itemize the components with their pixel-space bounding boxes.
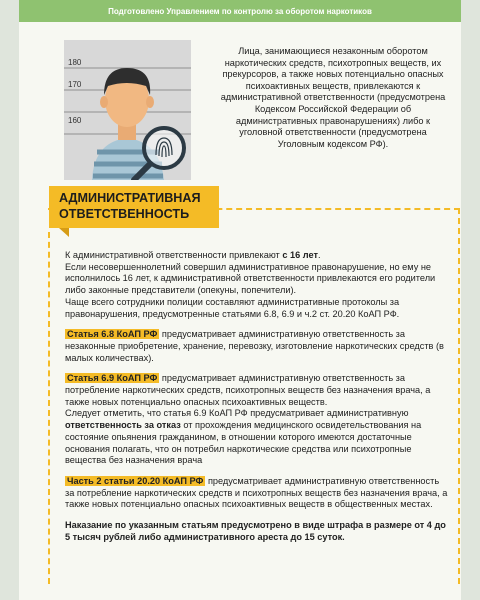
minor-paragraph: Если несовершеннолетний совершил административное правонарушение, но ему не исполнилось 16 лет, к административной ответственности привлекаются его родители либо законные представители (опекуны, попечители). (65, 261, 436, 296)
article-20-20-paragraph (65, 476, 449, 511)
section-title (59, 190, 229, 222)
age-text: К административной ответственности привлекают (65, 250, 283, 260)
refusal-note-start: Следует отметить, что статья 6.9 КоАП РФ предусматривает административную (65, 408, 409, 419)
article-20-20-text: предусматривает административную ответственность за потребление наркотических средств и психотропных веществ без назначения врача, а также новых потенциально опасных психоактивных веществ в общественных местах. (65, 475, 448, 510)
section-content (65, 250, 449, 543)
police-paragraph: Чаще всего сотрудники полиции составляют административные протоколы за правонарушения, предусмотренные статьями 6.8, 6.9 и ч.2 ст. 20.20 КоАП РФ. (65, 296, 400, 319)
article-6-9-paragraph (65, 373, 449, 408)
section-title-line1: АДМИНИСТРАТИВНАЯ (59, 191, 201, 205)
age-end: . (317, 250, 321, 260)
leaflet-page (19, 0, 461, 600)
article-6-8-paragraph (65, 329, 449, 364)
height-mark-180: 180 (68, 58, 82, 67)
article-6-8-tag: Статья 6.8 КоАП РФ (67, 329, 158, 340)
age-highlight: с 16 лет (282, 250, 318, 260)
age-paragraph (65, 250, 449, 262)
section-frame-left (48, 232, 50, 584)
refusal-note-end: от прохождения медицинского освидетельствования на состояние опьянения гражданином, в отношении которого имеются достаточные основания полагать, что он потребил наркотические средства или психотропные вещества без назначения врача (65, 420, 422, 466)
mugshot-illustration (64, 40, 191, 180)
height-mark-160: 160 (68, 116, 82, 125)
refusal-note-paragraph (65, 408, 449, 467)
height-mark-170: 170 (68, 80, 82, 89)
intro-text: Лица, занимающиеся незаконным оборотом наркотических средств, психотропных веществ, их прекурсоров, а также новых потенциально опасных психоактивных веществ, привлекаются к административной ответственности (предусмотрена Кодексом Российской Федерации об административных правонарушениях) либо к уголовной ответственности (предусмотрена Уголовным кодексом РФ). (220, 46, 446, 149)
article-6-9-tag: Статья 6.9 КоАП РФ (67, 373, 158, 384)
section-title-line2: ОТВЕТСТВЕННОСТЬ (59, 207, 190, 221)
header-title: Подготовлено Управлением по контролю за оборотом наркотиков (108, 6, 372, 16)
article-6-8-text: предусматривает административную ответственность за незаконные приобретение, хранение, перевозку, изготовление наркотических средств (в малых количествах). (65, 329, 444, 363)
banner-fold (59, 228, 69, 237)
header-bar (19, 0, 461, 22)
refusal-note-highlight: ответственность за отказ (65, 420, 181, 431)
article-20-20-tag: Часть 2 статьи 20.20 КоАП РФ (67, 475, 204, 486)
penalty-paragraph: Наказание по указанным статьям предусмотрено в виде штрафа в размере от 4 до 5 тысяч рублей либо административного ареста до 15 суток. (65, 520, 446, 542)
article-6-9-text: предусматривает административную ответственность за потребление наркотических средств, психотропных веществ без назначения врача, а также новых потенциально опасных психоактивных веществ. (65, 373, 431, 407)
